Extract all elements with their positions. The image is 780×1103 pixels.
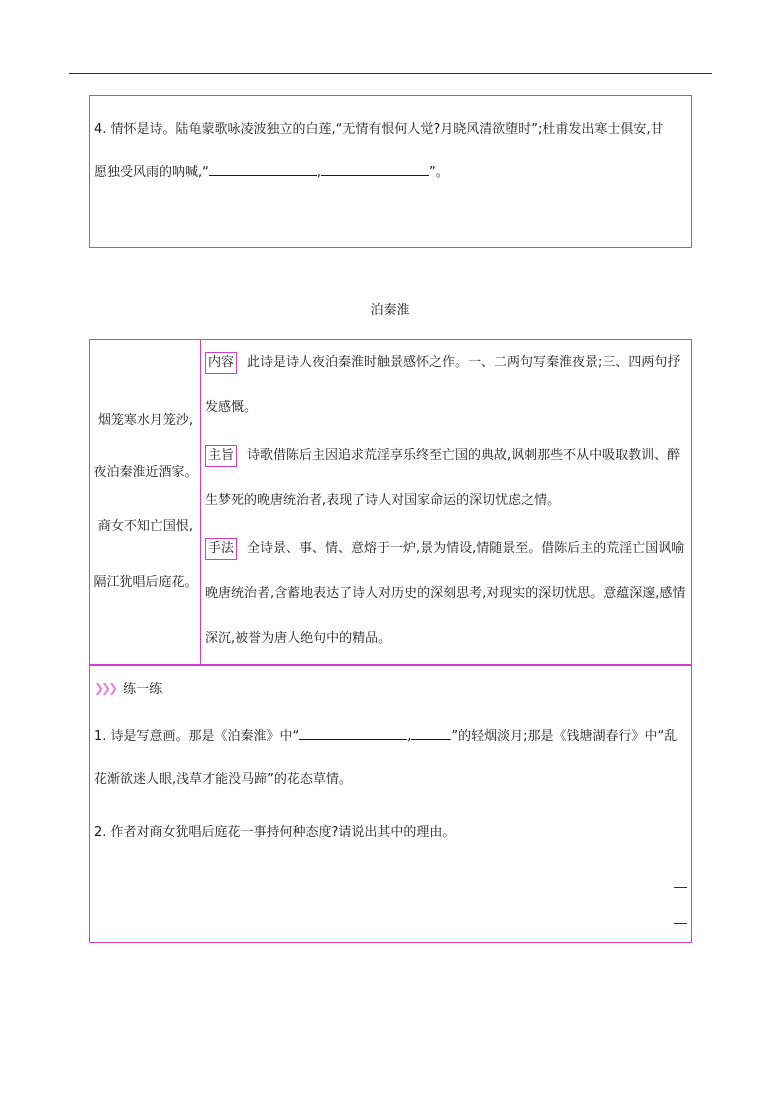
poem-line: 夜泊秦淮近酒家。	[93, 465, 198, 480]
question-4-line-2: 愿独受风雨的呐喊,“ , ”。	[94, 151, 691, 194]
answer-line[interactable]	[674, 923, 687, 924]
practice-question-1: 1. 诗是写意画。那是《泊秦淮》中“ , ”的轻烟淡月;那是《钱塘湖春行》中“乱	[94, 715, 685, 758]
answer-blank[interactable]	[299, 726, 407, 740]
answer-blank[interactable]	[411, 726, 451, 740]
note-theme: 主旨 诗歌借陈后主因追求荒淫享乐终至亡国的典故,讽刺那些不从中吸取教训、醉生梦死的晚唐统治者,表现了诗人对国家命运的深切忧虑之情。	[205, 433, 687, 523]
poem-text-column	[90, 340, 201, 664]
note-tag: 主旨	[205, 445, 237, 467]
practice-question-2: 2. 作者对商女犹唱后庭花一事持何种态度?请说出其中的理由。	[94, 825, 456, 840]
answer-line[interactable]	[674, 887, 687, 888]
practice-question-1-cont: 花渐欲迷人眼,浅草才能没马蹄”的花态草情。	[94, 772, 352, 787]
answer-blank[interactable]	[321, 162, 429, 176]
question-4-line-1: 4. 情怀是诗。陆龟蒙歌咏凌波独立的白莲,“无情有恨何人觉?月晓风清欲堕时”;杜甫发出寒士俱安,甘	[94, 122, 664, 137]
poem-table	[89, 339, 692, 665]
practice-box	[89, 665, 692, 943]
answer-blank[interactable]	[209, 162, 317, 176]
note-tag: 手法	[205, 538, 237, 560]
triple-chevron-icon: ❯❯❯	[94, 680, 116, 695]
note-technique: 手法 全诗景、事、情、意熔于一炉,景为情设,情随景至。借陈后主的荒淫亡国讽喻晚唐统治者,含蓄地表达了诗人对历史的深刻思考,对现实的深切忧思。意蕴深邃,感情深沉,被誉为唐人绝句中的精品。	[205, 526, 687, 661]
note-content: 内容 此诗是诗人夜泊秦淮时触景感怀之作。一、二两句写秦淮夜景;三、四两句抒发感慨。	[205, 340, 687, 430]
note-tag: 内容	[205, 352, 237, 374]
poem-line: 烟笼寒水月笼沙,	[97, 413, 194, 428]
question-4-box	[89, 95, 692, 248]
poem-title: 泊秦淮	[370, 303, 410, 318]
practice-heading-label: 练一练	[123, 682, 163, 697]
header-rule	[69, 73, 712, 74]
practice-heading	[94, 678, 685, 697]
poem-line: 商女不知亡国恨,	[97, 519, 194, 534]
poem-notes	[202, 340, 691, 661]
poem-line: 隔江犹唱后庭花。	[93, 575, 198, 590]
